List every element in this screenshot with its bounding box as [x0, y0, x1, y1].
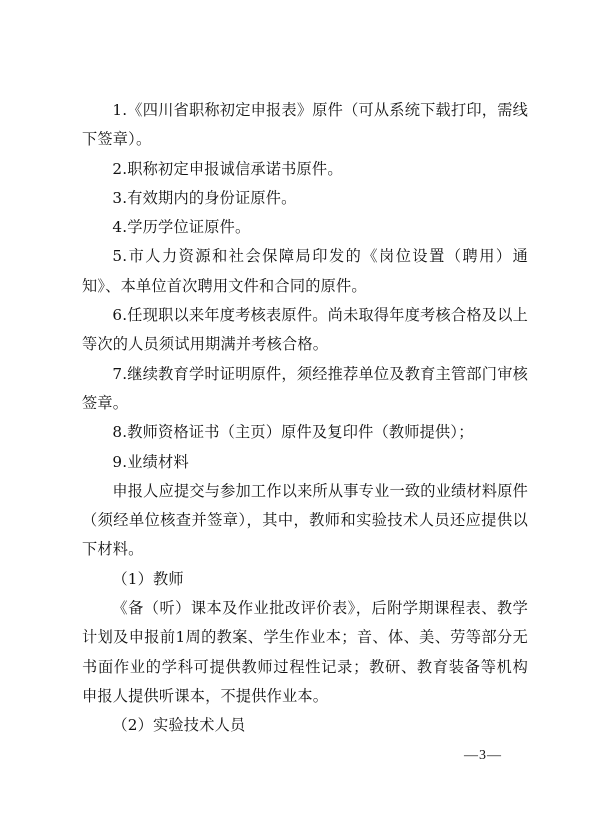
list-item-9-heading: 9.业绩材料 — [112, 452, 189, 471]
list-item-2: 2.职称初定申报诚信承诺书原件。 — [112, 159, 343, 178]
list-item-4: 4.学历学位证原件。 — [112, 218, 251, 237]
list-item-5: 5.市人力资源和社会保障局印发的《岗位设置（聘用）通知》、本单位首次聘用文件和合同的原件。 — [82, 247, 528, 295]
list-item-7: 7.继续教育学时证明原件，须经推荐单位及教育主管部门审核签章。 — [82, 364, 528, 412]
teacher-materials-paragraph: 《备（听）课本及作业批改评价表》，后附学期课程表、教学计划及申报前1周的教案、学生作业本；音、体、美、劳等部分无书面作业的学科可提供教师过程性记录；教研、教育装备等机构申报人提供听课本，不提供作业本。 — [82, 599, 528, 705]
performance-materials-paragraph: 申报人应提交与参加工作以来所从事专业一致的业绩材料原件（须经单位核查并签章），其中，教师和实验技术人员还应提供以下材料。 — [82, 481, 528, 559]
page-number: —3— — [464, 748, 502, 763]
subsection-teacher-heading: （1）教师 — [112, 569, 184, 588]
document-body — [82, 96, 528, 741]
list-item-1: 1.《四川省职称初定申报表》原件（可从系统下载打印，需线下签章）。 — [82, 101, 528, 149]
list-item-3: 3.有效期内的身份证原件。 — [112, 188, 297, 207]
list-item-8: 8.教师资格证书（主页）原件及复印件（教师提供）； — [112, 423, 474, 442]
subsection-lab-staff-heading: （2）实验技术人员 — [112, 716, 246, 735]
list-item-6: 6.任现职以来年度考核表原件。尚未取得年度考核合格及以上等次的人员须试用期满并考核合格。 — [82, 306, 528, 354]
